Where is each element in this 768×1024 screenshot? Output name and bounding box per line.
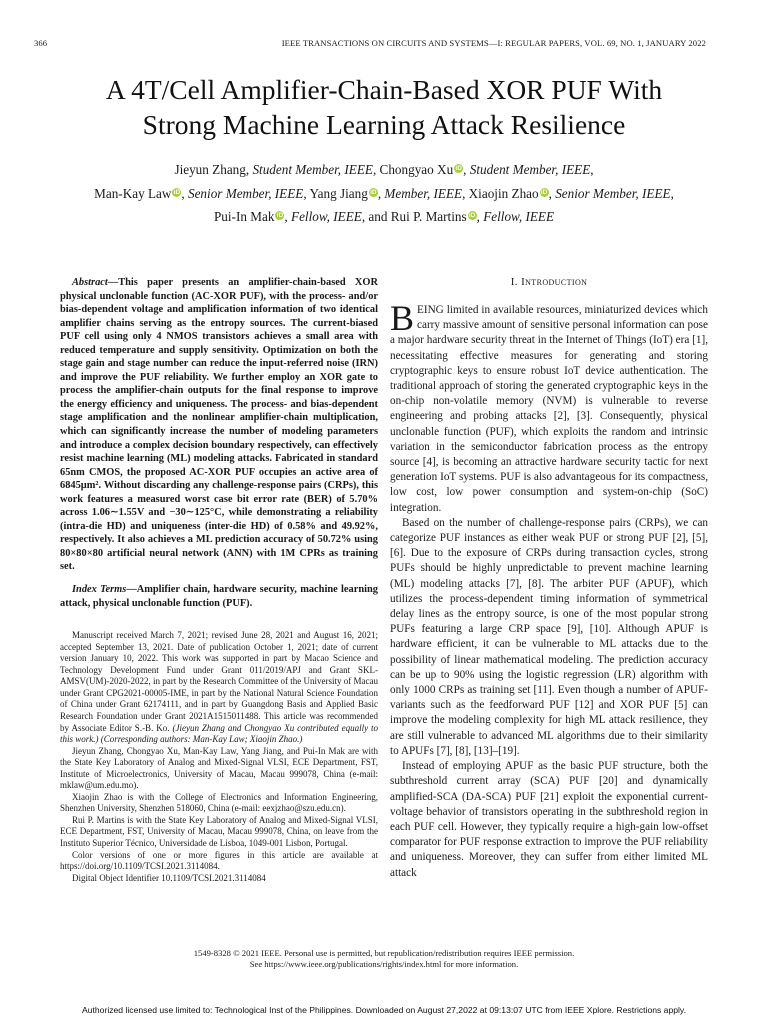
author-name: Jieyun Zhang, xyxy=(174,162,253,177)
title-line-1: A 4T/Cell Amplifier-Chain-Based XOR PUF With xyxy=(105,74,663,105)
orcid-icon[interactable]: iD xyxy=(540,188,548,196)
orcid-icon[interactable]: iD xyxy=(173,188,181,196)
author-list xyxy=(40,158,728,229)
section-heading xyxy=(390,276,708,288)
index-terms-text: Amplifier chain, hardware security, machine learning attack, physical unclonable function (PUF). xyxy=(60,584,378,609)
index-terms-label: Index Terms xyxy=(72,584,127,596)
author-role: Member, IEEE xyxy=(384,185,463,201)
affiliation-note: Xiaojin Zhao is with the College of Electronics and Information Engineering, Shenzhen University, Shenzhen 518060, China (e-mail: eexjzhao@szu.edu.cn). xyxy=(60,791,378,814)
orcid-icon[interactable]: iD xyxy=(468,212,476,219)
copyright-footer xyxy=(0,948,768,970)
copyright-line: 1549-8328 © 2021 IEEE. Personal use is permitted, but republication/redistribution requires IEEE permission. xyxy=(193,948,575,958)
author-role: Senior Member, IEEE xyxy=(555,185,671,201)
author-name: , Chongyao Xu xyxy=(372,162,454,177)
orcid-icon[interactable]: iD xyxy=(455,165,462,172)
intro-paragraph-2: Based on the number of challenge-response pairs (CRPs), we can categorize PUF instances as either weak PUF or strong PUF [2], [5], [6]. Due to the exposure of CRPs during transaction cycles, strong PUFs should be highly unpredictable to prevent machine learning (ML) modeling attacks [7], [8]. The arbiter PUF (APUF), which utilizes the process-dependent timing information of symmetrical delay lines as the entropy source, is one of the most popular strong PUFs featuring a large CRP space [9], [10]. Although APUF is hardware efficient, it can be vulnerable to ML attacks due to the possibility of linear mathematical modeling. The prediction accuracy can be up to 90% using the logistic regression (LR) algorithm with only 1000 CRPs as training set [11]. Even though a number of APUF-variants such as the feedforward PUF [12] and XOR PUF [5] can improve the modeling complexity for high ML attack resilience, they are still vulnerable to advanced ML algorithms due to their similarity to APUFs [7], [8], [13]–[19]. xyxy=(390,516,708,757)
intro-paragraph-1 xyxy=(390,298,708,516)
drop-cap: B xyxy=(390,298,415,338)
journal-header: IEEE TRANSACTIONS ON CIRCUITS AND SYSTEMS—I: REGULAR PAPERS, VOL. 69, NO. 1, JANUARY 2022 xyxy=(281,38,706,48)
paper-title xyxy=(20,72,748,142)
intro-paragraph-3: Instead of employing APUF as the basic PUF structure, both the subthreshold current array (SCA) PUF [20] and dynamically amplified-SCA (DA-SCA) PUF [21] exploit the exponential current-voltage behavior of transistors operating in the subthreshold region in each PUF cell. However, they typically require a high-gain low-offset comparator for PUF response extraction to improve the PUF reliability and uniqueness. Moreover, they can suffer from either limited ML attack xyxy=(390,760,708,879)
author-role: Fellow, IEEE xyxy=(291,209,362,224)
affiliation-note: Jieyun Zhang, Chongyao Xu, Man-Kay Law, Yang Jiang, and Pui-In Mak are with the State Key Laboratory of Analog and Mixed-Signal VLSI, ECE Department, FST, Institute of Microelectronics, University of Macau, Macau 999078, China (e-mail: mklaw@um.edu.mo). xyxy=(60,745,378,791)
left-column xyxy=(60,276,378,884)
orcid-icon[interactable]: iD xyxy=(370,188,377,196)
section-numeral: I. xyxy=(510,276,522,288)
affiliation-note: Rui P. Martins is with the State Key Laboratory of Analog and Mixed-Signal VLSI, ECE Department, FST, University of Macau, Macau 999078, China, on leave from the Instituto Superior Técnico, Universidade de Lisboa, 1049-001 Lisbon, Portugal. xyxy=(60,814,378,848)
author-role: Senior Member, IEEE xyxy=(187,185,304,201)
index-terms-dash: — xyxy=(126,584,137,596)
orcid-icon[interactable]: iD xyxy=(276,212,284,219)
abstract-text: This paper presents an amplifier-chain-based XOR physical unclonable function (AC-XOR PUF), with the process- and/or bias-dependent voltage and amplification information of two identical amplifier chains serving as the entropy sources. The current-biased PUF cell using only 4 NMOS transistors achieves a small area with reduced temperature and supply sensitivity. Optimization on both the stage gain and stage number can reduce the input-referred noise (IRN) and improve the PUF reliability. We further employ an XOR gate to process the amplifier-chain outputs for the final response to improve the energy efficiency and uniqueness. The process- and bias-dependent stage amplification and the nonlinear amplifier-chain multiplication, which can significantly increase the number of modeling parameters and introduce a complex decision boundary respectively, can effectively resist machine learning (ML) modeling attacks. Fabricated in standard 65nm CMOS, the proposed AC-XOR PUF occupies an active area of 6845µm². Without discarding any challenge-response pairs (CRPs), this work features a measured worst case bit error rate (BER) of 5.70% across 1.06∼1.55V and −30∼125°C, while demonstrating a reliability (intra-die HD) and uniqueness (inter-die HD) of 0.58% and 49.92%, respectively. It also achieves a ML prediction accuracy of 50.72% using 80×80×80 artificial neural network (ANN) with 1M CPRs as training set. xyxy=(60,277,378,573)
manuscript-note xyxy=(60,630,378,745)
page-number: 366 xyxy=(34,38,48,48)
right-column xyxy=(390,276,708,881)
author-role: Fellow, IEEE xyxy=(483,209,555,224)
abstract xyxy=(60,276,378,574)
manuscript-note-italic: (Jieyun Zhang and Chongyao Xu contributed equally to this work.) (Corresponding authors: Man-Kay Law; Xiaojin Zhao.) xyxy=(60,722,379,745)
paragraph-text: limited in available resources, miniaturized devices which carry massive amount of sensitive personal information can pose a major hardware security threat in the Internet of Things (IoT) era [1], necessitating effective measures for generating and storing cryptographic keys to ensure robust IoT device authentication. The traditional approach of storing the generated cryptographic keys in the on-chip non-volatile memory (NVM) is vulnerable to reverse engineering and probing attacks [2], [3]. Consequently, physical unclonable function (PUF), which exploits the random and intrinsic variation in the semiconductor fabrication process as the entropy source [4], is becoming an attractive hardware security tactic for next generation IoT systems. PUF is also advantageous for its compactness, low cost, low power consumption and system-on-chip (SoC) integration. xyxy=(390,304,708,514)
license-notice: Authorized licensed use limited to: Technological Inst of the Philippines. Downloaded on August 27,2022 at 09:13:07 UTC from IEEE Xplore. Restrictions apply. xyxy=(82,1005,686,1015)
author-line-3: Pui-In Mak iD, Fellow, IEEE, and Rui P. Martins iD, Fellow, IEEE xyxy=(213,209,555,224)
color-figures-note[interactable]: Color versions of one or more figures in this article are available at https://doi.org/10.1109/TCSI.2021.3114084. xyxy=(60,849,378,872)
title-line-2: Strong Machine Learning Attack Resilience xyxy=(142,109,626,140)
running-header xyxy=(34,38,706,52)
footnotes xyxy=(60,630,378,884)
author-name: Man-Kay Law xyxy=(94,185,172,201)
manuscript-note-text: Manuscript received March 7, 2021; revised June 28, 2021 and August 16, 2021; accepted September 13, 2021. Date of publication October 1, 2021; date of current version January 10, 2022. This work was supported in part by Macao Science and Technology Development Fund under Grant 011/2019/APJ and Grant SKL-AMSV(UM)-2020-2022, in part by the Research Committee of the University of Macau under Grant CPG2021-00005-IME, in part by the National Natural Science Foundation of China under Grant 62174111, and in part by Guangdong Basis and Applied Basic Research Foundation under Grant 2021A1515011488. This article was recommended by Associate Editor S.-B. Ko. xyxy=(60,630,378,733)
author-name: , and Rui P. Martins xyxy=(361,209,467,224)
author-name: , Yang Jiang xyxy=(303,185,368,201)
author-name: , Xiaojin Zhao xyxy=(462,185,539,201)
author-line-2: Man-Kay Law iD, Senior Member, IEEE, Yang Jiang iD, Member, IEEE, Xiaojin Zhao iD, Senior Member, IEEE, xyxy=(94,185,674,201)
doi-note: Digital Object Identifier 10.1109/TCSI.2021.3114084 xyxy=(72,872,266,883)
abstract-label: Abstract xyxy=(72,277,108,288)
intro-body xyxy=(390,298,708,881)
author-role: Student Member, IEEE xyxy=(469,162,591,177)
first-word: EING xyxy=(417,304,444,316)
abstract-dash: — xyxy=(107,277,119,288)
author-role: Student Member, IEEE xyxy=(252,162,373,177)
index-terms xyxy=(60,583,378,610)
author-name: Pui-In Mak xyxy=(213,209,275,224)
rights-link-line[interactable]: See https://www.ieee.org/publications/rights/index.html for more information. xyxy=(249,959,519,969)
author-line-1: Jieyun Zhang, Student Member, IEEE, Chongyao Xu iD, Student Member, IEEE, xyxy=(174,162,594,177)
section-heading-text: Introduction xyxy=(521,276,588,288)
